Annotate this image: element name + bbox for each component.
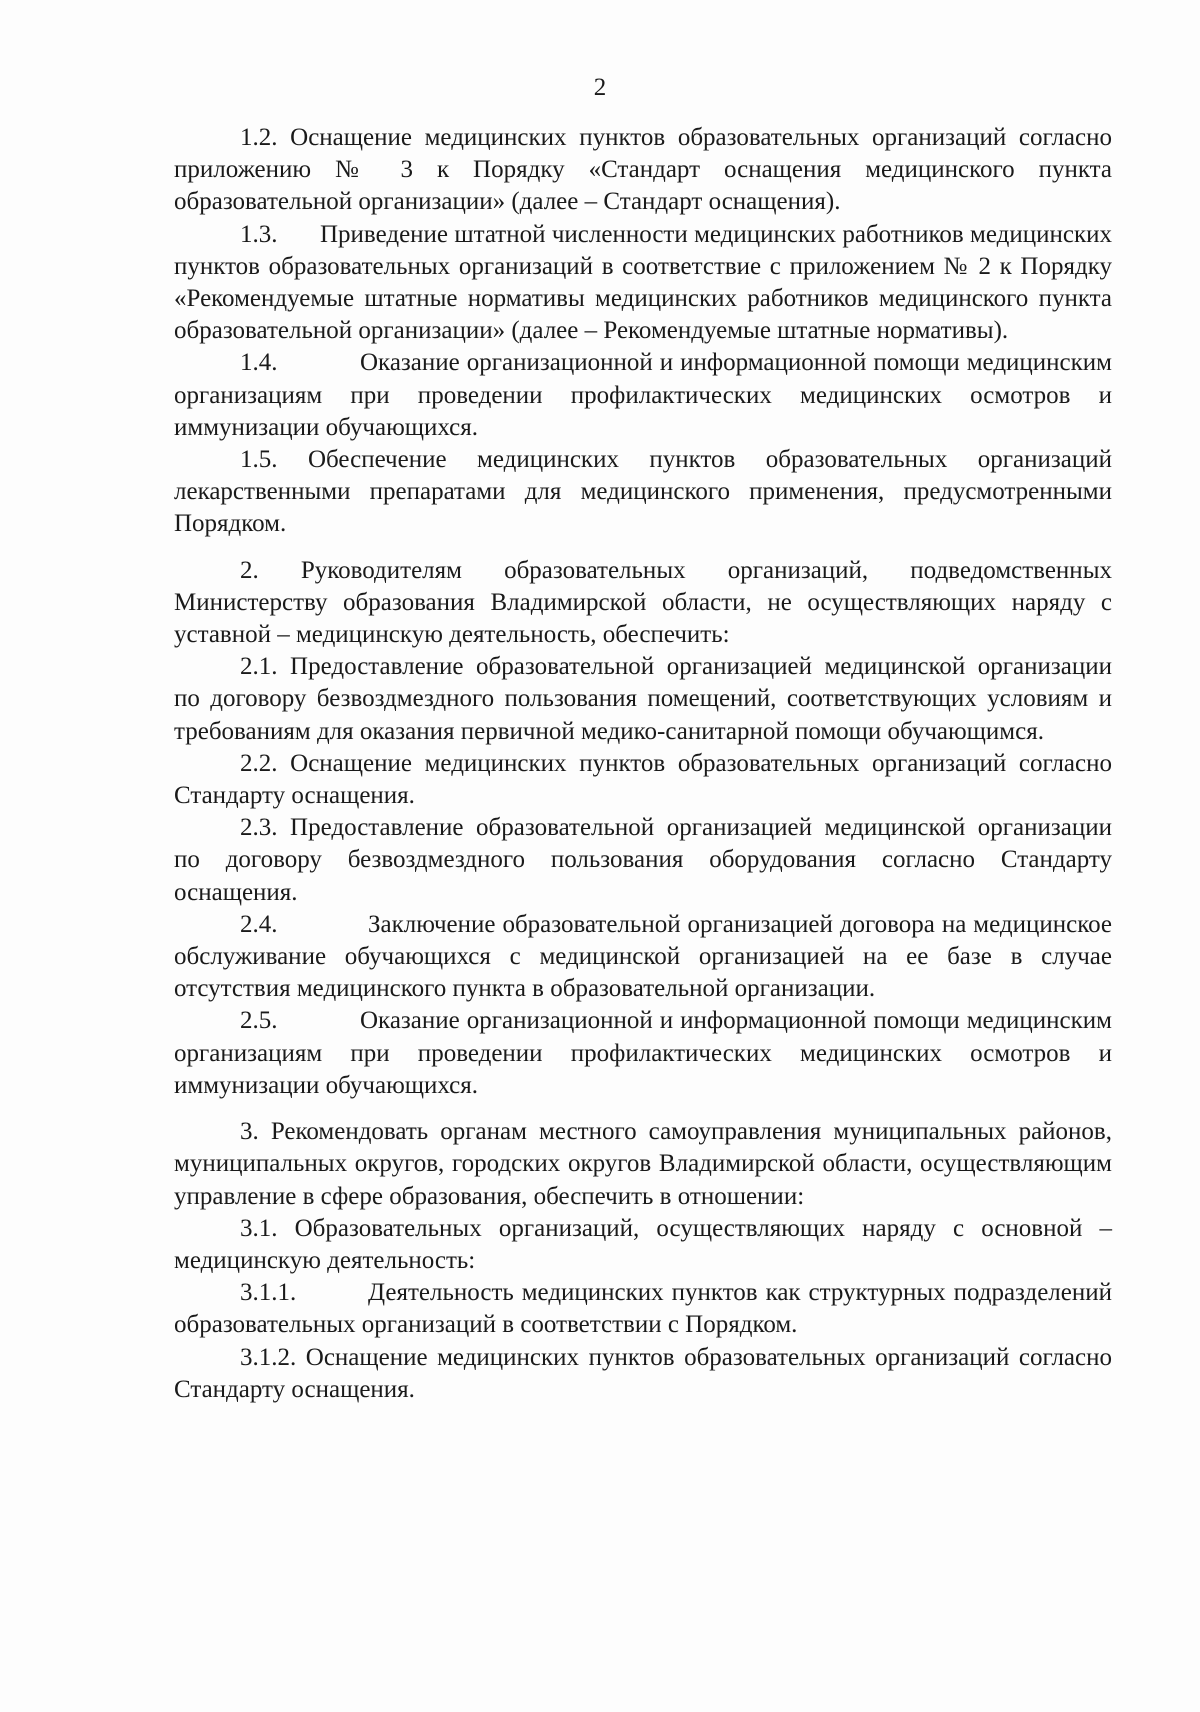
paragraph-2-1: 2.1. Предоставление образовательной организацией медицинской организации по договору безвоздмездного пользования помещений, соответствующих условиям и требованиям для оказания первичной медико-санитарной помощи обучающимся.	[174, 653, 1112, 745]
paragraph-text: Приведение штатной численности медицинских работников медицинских пунктов образовательных организаций в соответствие с приложением № 2 к Порядку «Рекомендуемые штатные нормативы медицинских работников медицинского пункта образовательной организации» (далее – Рекомендуемые штатные нормативы).	[174, 220, 1112, 345]
paragraph-2-5	[174, 1005, 1112, 1102]
paragraph-1-5: 1.5. Обеспечение медицинских пунктов образовательных организаций лекарственными препаратами для медицинского применения, предусмотренными Порядком.	[174, 446, 1112, 538]
paragraph-2: 2. Руководителям образовательных организаций, подведомственных Министерству образования Владимирской области, не осуществляющих наряду с уставной – медицинскую деятельность, обеспечить:	[174, 556, 1112, 649]
paragraph-number: 2.4.	[240, 910, 278, 938]
paragraph-1-2: 1.2. Оснащение медицинских пунктов образовательных организаций согласно приложению № 3 к Порядку «Стандарт оснащения медицинского пункта образовательной организации» (далее – Стандарт оснащения).	[174, 124, 1112, 216]
paragraph-text: Оказание организационной и информационной помощи медицинским организациям при проведении профилактических медицинских осмотров и иммунизации обучающихся.	[174, 349, 1112, 441]
paragraph-3-1-1	[174, 1277, 1112, 1341]
paragraph-number: 3.1.1.	[240, 1279, 297, 1307]
paragraph-2-3: 2.3. Предоставление образовательной организацией медицинской организации по договору безвоздмездного пользования оборудования согласно Стандарту оснащения.	[174, 814, 1112, 906]
paragraph-text: Заключение образовательной организацией договора на медицинское обслуживание обучающихся с медицинской организацией на ее базе в случае отсутствия медицинского пункта в образовательной организации.	[174, 910, 1112, 1003]
paragraph-text: Деятельность медицинских пунктов как структурных подразделений образовательных организаций в соответствии с Порядком.	[174, 1279, 1112, 1339]
paragraph-number: 1.4.	[240, 349, 278, 377]
paragraph-3: 3. Рекомендовать органам местного самоуправления муниципальных районов, муниципальных округов, городских округов Владимирской области, осуществляющим управление в сфере образования, обеспечить в отношении:	[174, 1118, 1112, 1210]
document-body	[174, 122, 1112, 1406]
paragraph-number: 1.3.	[240, 220, 278, 248]
page-number: 2	[593, 74, 607, 101]
paragraph-number: 2.5.	[240, 1007, 278, 1035]
paragraph-1-3	[174, 219, 1112, 348]
paragraph-3-1: 3.1. Образовательных организаций, осуществляющих наряду с основной – медицинскую деятельность:	[174, 1214, 1112, 1274]
paragraph-text: Оказание организационной и информационной помощи медицинским организациям при проведении профилактических медицинских осмотров и иммунизации обучающихся.	[174, 1007, 1112, 1099]
paragraph-2-4	[174, 909, 1112, 1006]
paragraph-3-1-2: 3.1.2. Оснащение медицинских пунктов образовательных организаций согласно Стандарту оснащения.	[174, 1343, 1112, 1403]
paragraph-1-4	[174, 347, 1112, 444]
paragraph-2-2: 2.2. Оснащение медицинских пунктов образовательных организаций согласно Стандарту оснащения.	[174, 749, 1112, 810]
